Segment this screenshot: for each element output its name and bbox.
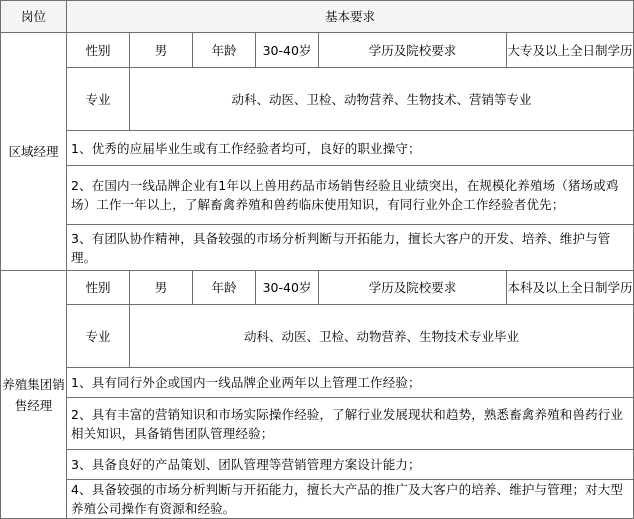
education-value: 本科及以上全日制学历 — [507, 271, 634, 305]
table-row — [1, 480, 634, 519]
table-row — [1, 68, 634, 131]
major-label: 专业 — [67, 68, 130, 131]
requirement-item: 1、优秀的应届毕业生或有工作经验者均可，良好的职业操守； — [67, 131, 634, 166]
gender-label: 性别 — [67, 33, 130, 68]
major-value: 动科、动医、卫检、动物营养、生物技术专业毕业 — [130, 305, 634, 368]
major-value: 动科、动医、卫检、动物营养、生物技术、营销等专业 — [130, 68, 634, 131]
gender-value: 男 — [130, 33, 193, 68]
role-title: 养殖集团销售经理 — [1, 271, 67, 519]
table-row — [1, 398, 634, 450]
age-value: 30-40岁 — [256, 271, 319, 305]
table-row — [1, 131, 634, 166]
age-label: 年龄 — [193, 33, 256, 68]
header-position: 岗位 — [1, 1, 67, 33]
gender-label: 性别 — [67, 271, 130, 305]
table-row — [1, 305, 634, 368]
table-row — [1, 33, 634, 68]
table-row — [1, 450, 634, 480]
education-label: 学历及院校要求 — [319, 271, 507, 305]
header-requirements: 基本要求 — [67, 1, 634, 33]
table-row — [1, 225, 634, 271]
requirement-item: 3、具备良好的产品策划、团队管理等营销管理方案设计能力； — [67, 450, 634, 480]
table-row — [1, 368, 634, 398]
age-label: 年龄 — [193, 271, 256, 305]
age-value: 30-40岁 — [256, 33, 319, 68]
education-label: 学历及院校要求 — [319, 33, 507, 68]
role-title: 区域经理 — [1, 33, 67, 271]
major-label: 专业 — [67, 305, 130, 368]
requirement-item: 2、在国内一线品牌企业有1年以上兽用药品市场销售经验且业绩突出，在规模化养殖场（猪场或鸡场）工作一年以上，了解畜禽养殖和兽药临床使用知识，有同行业外企工作经验者优先； — [67, 166, 634, 225]
requirement-item: 2、具有丰富的营销知识和市场实际操作经验，了解行业发展现状和趋势，熟悉畜禽养殖和兽药行业相关知识，具备销售团队管理经验； — [67, 398, 634, 450]
gender-value: 男 — [130, 271, 193, 305]
requirement-item: 3、有团队协作精神，具备较强的市场分析判断与开拓能力，擅长大客户的开发、培养、维护与管理。 — [67, 225, 634, 271]
requirement-item: 1、具有同行外企或国内一线品牌企业两年以上管理工作经验； — [67, 368, 634, 398]
table-row — [1, 271, 634, 305]
education-value: 大专及以上全日制学历 — [507, 33, 634, 68]
table-row — [1, 166, 634, 225]
requirement-item: 4、具备较强的市场分析判断与开拓能力，擅长大产品的推广及大客户的培养、维护与管理；对大型养殖公司操作有资源和经验。 — [67, 480, 634, 519]
header-row — [1, 1, 634, 33]
